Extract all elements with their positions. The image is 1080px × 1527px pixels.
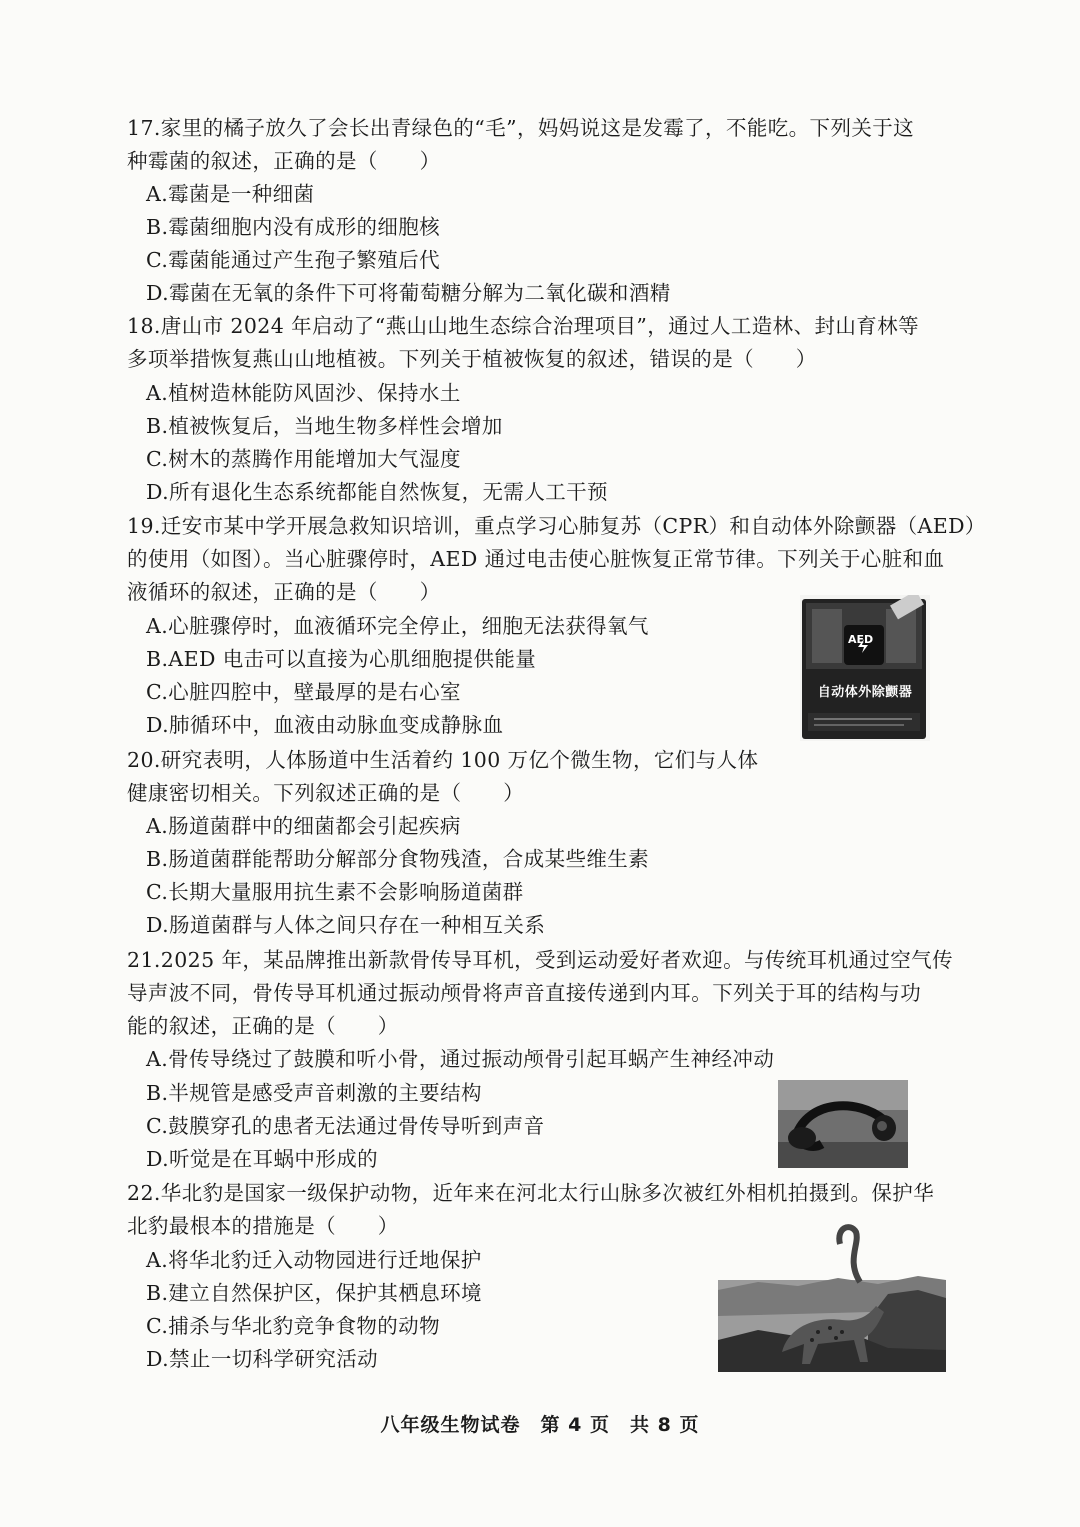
q18-stem-line-1: 18.唐山市 2024 年启动了“燕山山地生态综合治理项目”，通过人工造林、封山育林等 [127, 314, 919, 338]
q22-option-a: A.将华北豹迁入动物园进行迁地保护 [146, 1248, 482, 1272]
q20-stem-line-2: 健康密切相关。下列叙述正确的是（ ） [127, 781, 525, 805]
q17-option-a: A.霉菌是一种细菌 [146, 182, 315, 206]
q19-option-c: C.心脏四腔中，壁最厚的是右心室 [146, 680, 461, 704]
q21-stem-line-1: 21.2025 年，某品牌推出新款骨传导耳机，受到运动爱好者欢迎。与传统耳机通过空气传 [127, 948, 953, 972]
bone-conduction-headphone-illustration [778, 1080, 908, 1168]
q22-option-b: B.建立自然保护区，保护其栖息环境 [146, 1281, 482, 1305]
q21-option-d: D.听觉是在耳蜗中形成的 [146, 1147, 379, 1171]
q19-stem-line-2: 的使用（如图）。当心脏骤停时，AED 通过电击使心脏恢复正常节律。下列关于心脏和血 [127, 547, 945, 571]
q21-option-b: B.半规管是感受声音刺激的主要结构 [146, 1081, 482, 1105]
q19-stem-line-3: 液循环的叙述，正确的是（ ） [127, 580, 441, 604]
q19-option-d: D.肺循环中，血液由动脉血变成静脉血 [146, 713, 504, 737]
q20-option-b: B.肠道菌群能帮助分解部分食物残渣，合成某些维生素 [146, 847, 650, 871]
q18-option-c: C.树木的蒸腾作用能增加大气湿度 [146, 447, 461, 471]
q17-option-b: B.霉菌细胞内没有成形的细胞核 [146, 215, 441, 239]
q17-option-c: C.霉菌能通过产生孢子繁殖后代 [146, 248, 440, 272]
aed-figure [800, 595, 930, 741]
q20-option-c: C.长期大量服用抗生素不会影响肠道菌群 [146, 880, 524, 904]
q21-stem-line-3: 能的叙述，正确的是（ ） [127, 1014, 399, 1038]
north-china-leopard-illustration [718, 1220, 946, 1372]
q21-option-a: A.骨传导绕过了鼓膜和听小骨，通过振动颅骨引起耳蜗产生神经冲动 [146, 1047, 775, 1071]
leopard-figure [718, 1220, 946, 1372]
page-footer: 八年级生物试卷 第 4 页 共 8 页 [380, 1414, 700, 1436]
q22-stem-line-1: 22.华北豹是国家一级保护动物，近年来在河北太行山脉多次被红外相机拍摄到。保护华 [127, 1181, 935, 1205]
q19-option-a: A.心脏骤停时，血液循环完全停止，细胞无法获得氧气 [146, 614, 649, 638]
q17-stem-line-2: 种霉菌的叙述，正确的是（ ） [127, 149, 441, 173]
q18-option-a: A.植树造林能防风固沙、保持水土 [146, 381, 461, 405]
q21-stem-line-2: 导声波不同，骨传导耳机通过振动颅骨将声音直接传递到内耳。下列关于耳的结构与功 [127, 981, 922, 1005]
q20-stem-line-1: 20.研究表明，人体肠道中生活着约 100 万亿个微生物，它们与人体 [127, 748, 759, 772]
q18-stem-line-2: 多项举措恢复燕山山地植被。下列关于植被恢复的叙述，错误的是（ ） [127, 347, 817, 371]
q17-stem-line-1: 17.家里的橘子放久了会长出青绿色的“毛”，妈妈说这是发霉了，不能吃。下列关于这 [127, 116, 915, 140]
q18-option-b: B.植被恢复后，当地生物多样性会增加 [146, 414, 503, 438]
q21-option-c: C.鼓膜穿孔的患者无法通过骨传导听到声音 [146, 1114, 545, 1138]
q20-option-d: D.肠道菌群与人体之间只存在一种相互关系 [146, 913, 546, 937]
q22-stem-line-2: 北豹最根本的措施是（ ） [127, 1214, 399, 1238]
aed-logo-text: AED [848, 633, 874, 646]
aed-device-illustration [800, 595, 930, 741]
q20-option-a: A.肠道菌群中的细菌都会引起疾病 [146, 814, 461, 838]
aed-label: 自动体外除颤器 [817, 685, 913, 700]
q17-option-d: D.霉菌在无氧的条件下可将葡萄糖分解为二氧化碳和酒精 [146, 281, 671, 305]
q19-option-b: B.AED 电击可以直接为心肌细胞提供能量 [146, 647, 537, 671]
q22-option-d: D.禁止一切科学研究活动 [146, 1347, 379, 1371]
q22-option-c: C.捕杀与华北豹竞争食物的动物 [146, 1314, 440, 1338]
q18-option-d: D.所有退化生态系统都能自然恢复，无需人工干预 [146, 480, 608, 504]
headphone-figure [778, 1080, 908, 1168]
q19-stem-line-1: 19.迁安市某中学开展急救知识培训，重点学习心肺复苏（CPR）和自动体外除颤器（AED） [127, 514, 986, 538]
